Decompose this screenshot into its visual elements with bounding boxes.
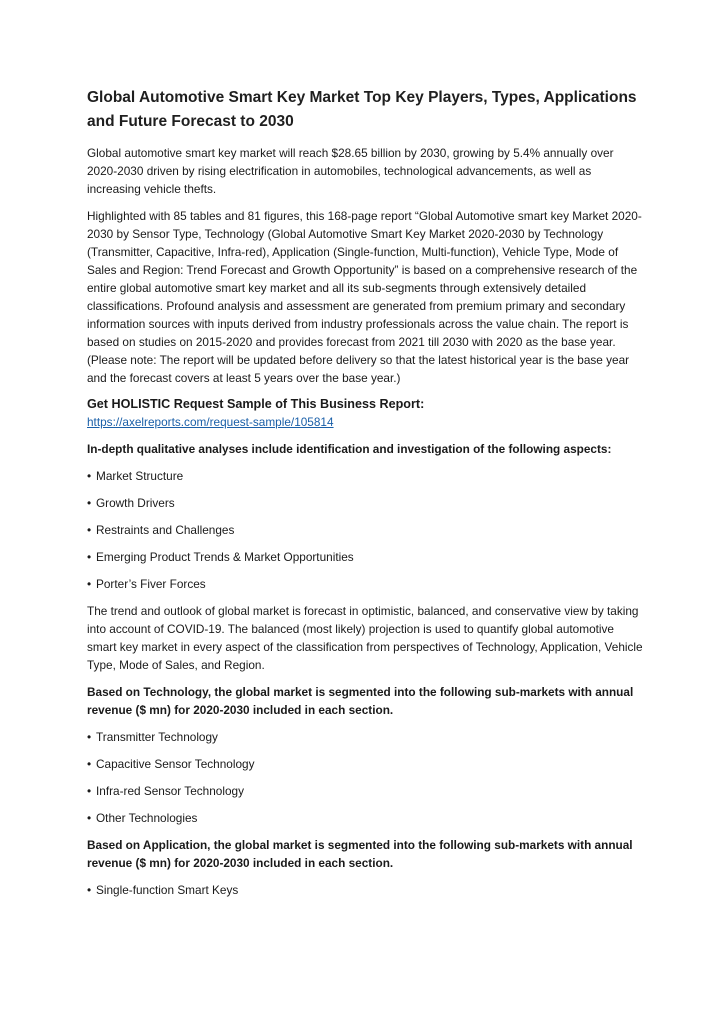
bullet-icon: • [87,496,92,510]
bullet-icon: • [87,577,92,591]
aspects-heading: In-depth qualitative analyses include identification and investigation of the following aspects: [87,442,612,456]
list-item-text: Market Structure [96,469,184,483]
list-item-text: Single-function Smart Keys [96,883,239,897]
outlook-paragraph: The trend and outlook of global market is forecast in optimistic, balanced, and conservative view by taking into account of COVID-19. The balanced (most likely) projection is used to quantify global automotive smart key market in every aspect of the classification from perspectives of Technology, Application, Vehicle Type, Mode of Sales, and Region. [87,604,643,672]
list-item [87,881,643,899]
list-item [87,494,643,512]
list-item [87,467,643,485]
application-heading: Based on Application, the global market is segmented into the following sub-markets with annual revenue ($ mn) for 2020-2030 included in each section. [87,838,633,870]
list-item-text: Growth Drivers [96,496,175,510]
bullet-icon: • [87,757,92,771]
bullet-icon: • [87,883,92,897]
list-item [87,809,643,827]
bullet-icon: • [87,730,92,744]
bullet-icon: • [87,811,92,825]
document-page [87,86,643,908]
intro-paragraph: Global automotive smart key market will reach $28.65 billion by 2030, growing by 5.4% annually over 2020-2030 driven by rising electrification in automobiles, technological advancements, as well as increasing vehicle thefts. [87,146,614,196]
aspects-list [87,467,643,593]
application-list [87,881,643,899]
list-item-text: Porter’s Fiver Forces [96,577,206,591]
sample-request-link[interactable]: https://axelreports.com/request-sample/105814 [87,415,334,429]
list-item-text: Other Technologies [96,811,198,825]
bullet-icon: • [87,550,92,564]
list-item [87,782,643,800]
list-item [87,521,643,539]
bullet-icon: • [87,523,92,537]
description-paragraph: Highlighted with 85 tables and 81 figures, this 168-page report “Global Automotive smart key Market 2020-2030 by Sensor Type, Technology (Global Automotive Smart Key Market 2020-2030 by Technology (Transmitter, Capacitive, Infra-red), Application (Single-function, Multi-function), Vehicle Type, Mode of Sales and Region: Trend Forecast and Growth Opportunity” is based on a comprehensive research of the entire global automotive smart key market and all its sub-segments through extensively detailed classifications. Profound analysis and assessment are generated from premium primary and secondary information sources with inputs derived from industry professionals across the value chain. The report is based on studies on 2015-2020 and provides forecast from 2021 till 2030 with 2020 as the base year. (Please note: The report will be updated before delivery so that the latest historical year is the base year and the forecast covers at least 5 years over the base year.) [87,209,642,385]
list-item [87,755,643,773]
technology-list [87,728,643,827]
document-title: Global Automotive Smart Key Market Top Key Players, Types, Applications and Future Forecast to 2030 [87,89,637,130]
list-item-text: Infra-red Sensor Technology [96,784,244,798]
sample-request-heading: Get HOLISTIC Request Sample of This Business Report: [87,397,425,411]
list-item-text: Restraints and Challenges [96,523,235,537]
list-item [87,548,643,566]
list-item-text: Transmitter Technology [96,730,218,744]
bullet-icon: • [87,784,92,798]
list-item-text: Emerging Product Trends & Market Opportunities [96,550,354,564]
list-item [87,728,643,746]
list-item [87,575,643,593]
bullet-icon: • [87,469,92,483]
technology-heading: Based on Technology, the global market is segmented into the following sub-markets with annual revenue ($ mn) for 2020-2030 included in each section. [87,685,634,717]
list-item-text: Capacitive Sensor Technology [96,757,255,771]
